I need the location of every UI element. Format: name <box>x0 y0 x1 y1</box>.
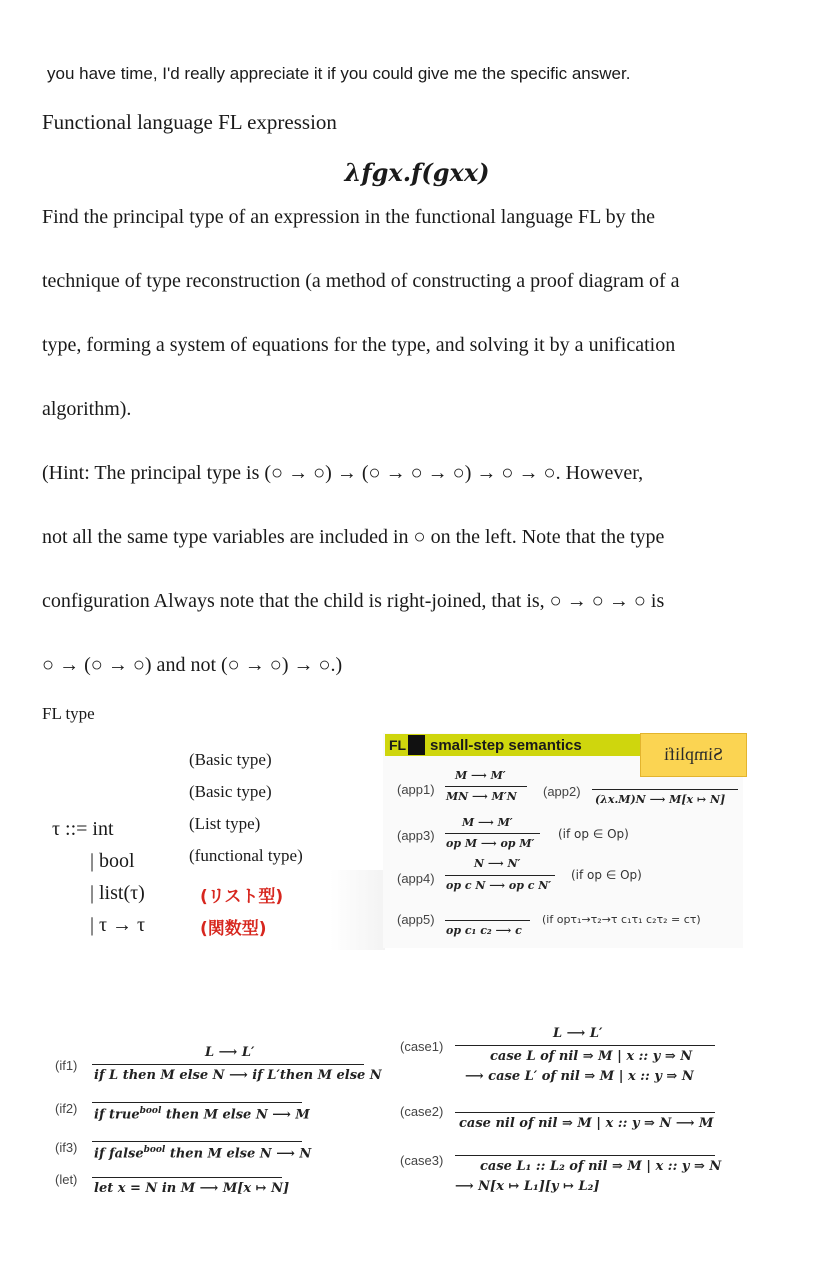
grammar-row: | list(τ) <box>90 882 145 904</box>
grammar-note: (List type) <box>189 814 261 833</box>
conclusion-post: then M else N ⟶ N <box>165 1146 312 1162</box>
grammar-note-jp: (関数型) <box>200 919 267 939</box>
rule-label-if3: (if3) <box>55 1140 78 1155</box>
rule-line <box>445 833 540 834</box>
rule-side-condition: (if op ∈ Op) <box>558 827 629 841</box>
semantics-title: small-step semantics <box>430 737 582 754</box>
image-edge-shadow <box>330 870 385 950</box>
hint-line: (Hint: The principal type is (○ → ○) → (○ → ○ → ○) → ○ → ○. However, <box>42 462 644 484</box>
fl-type-label: FL type <box>42 704 95 723</box>
rule-line <box>592 789 738 790</box>
section-heading: Functional language FL expression <box>42 110 337 134</box>
rule-conclusion: ⟶ N[x ↦ L₁][y ↦ L₂] <box>455 1179 600 1194</box>
grammar-row: | bool <box>90 850 135 872</box>
rule-conclusion <box>94 1106 310 1122</box>
rule-label-let: (let) <box>55 1172 78 1187</box>
grammar-note-jp: (リスト型) <box>200 887 284 907</box>
expression-formula: λfgx.f(gxx) <box>344 158 490 187</box>
conclusion-pre: if true <box>94 1107 140 1123</box>
paragraph-line: algorithm). <box>42 398 132 420</box>
rule-conclusion: op M ⟶ op M′ <box>446 837 535 850</box>
rule-line <box>445 786 527 787</box>
rule-label-app4: (app4) <box>397 871 435 886</box>
paragraph-line: type, forming a system of equations for the type, and solving it by a unification <box>42 334 676 356</box>
rule-line <box>92 1064 364 1065</box>
rule-conclusion: op c₁ c₂ ⟶ c <box>446 924 522 937</box>
rule-label-app3: (app3) <box>397 828 435 843</box>
rule-line <box>455 1112 715 1113</box>
conclusion-post: then M else N ⟶ M <box>161 1107 310 1123</box>
rule-premise: L ⟶ L′ <box>553 1026 603 1041</box>
sticky-note <box>640 733 747 777</box>
paragraph-line: Find the principal type of an expression in the functional language FL by the <box>42 206 655 228</box>
conclusion-pre: if false <box>94 1146 144 1162</box>
rule-label-app5: (app5) <box>397 912 435 927</box>
rule-label-case1: (case1) <box>400 1039 444 1054</box>
superscript: bool <box>139 1106 162 1116</box>
grammar-note: (Basic type) <box>189 782 272 801</box>
rule-label-if1: (if1) <box>55 1058 78 1073</box>
redaction-block <box>408 735 425 755</box>
rule-label-app1: (app1) <box>397 782 435 797</box>
rule-conclusion: case L of nil ⇒ M | x :: y ⇒ N <box>490 1049 693 1064</box>
rule-line <box>92 1102 302 1103</box>
grammar-row: τ ::= int <box>52 818 114 840</box>
rule-premise: M ⟶ M′ <box>462 816 513 829</box>
rule-conclusion: case L₁ :: L₂ of nil ⇒ M | x :: y ⇒ N <box>480 1159 722 1174</box>
hint-line: ○ → (○ → ○) and not (○ → ○) → ○.) <box>42 654 343 676</box>
rule-label-case3: (case3) <box>400 1153 444 1168</box>
rule-side-condition: (if op ∈ Op) <box>571 868 642 882</box>
rule-side-condition: (if opτ₁→τ₂→τ c₁τ₁ c₂τ₂ = cτ) <box>542 913 701 926</box>
rule-label-app2: (app2) <box>543 784 581 799</box>
intro-text: you have time, I'd really appreciate it if you could give me the specific answer. <box>47 64 631 83</box>
hint-line: configuration Always note that the child is right-joined, that is, ○ → ○ → ○ is <box>42 590 665 612</box>
rule-conclusion: let x = N in M ⟶ M[x ↦ N] <box>94 1181 290 1196</box>
rule-conclusion: if L then M else N ⟶ if L′then M else N <box>94 1068 382 1083</box>
rule-conclusion: MN ⟶ M′N <box>446 790 517 803</box>
rule-label-if2: (if2) <box>55 1101 78 1116</box>
rule-conclusion: op c N ⟶ op c N′ <box>446 879 552 892</box>
rule-conclusion <box>94 1145 311 1161</box>
rule-premise: M ⟶ M′ <box>455 769 506 782</box>
rule-conclusion: (λx.M)N ⟶ M[x ↦ N] <box>595 793 726 806</box>
sticky-note-text: Simplifi <box>664 744 724 764</box>
rule-label-case2: (case2) <box>400 1104 444 1119</box>
superscript: bool <box>143 1145 166 1155</box>
hint-line: not all the same type variables are included in ○ on the left. Note that the type <box>42 526 665 548</box>
rule-line <box>92 1141 302 1142</box>
rule-conclusion: ⟶ case L′ of nil ⇒ M | x :: y ⇒ N <box>465 1069 694 1084</box>
rule-premise: L ⟶ L′ <box>205 1045 255 1060</box>
rule-conclusion: case nil of nil ⇒ M | x :: y ⇒ N ⟶ M <box>459 1116 714 1131</box>
paragraph-line: technique of type reconstruction (a method of constructing a proof diagram of a <box>42 270 680 292</box>
rule-line <box>455 1155 715 1156</box>
rule-line <box>445 920 530 921</box>
grammar-note: (functional type) <box>189 846 303 865</box>
rule-line <box>455 1045 715 1046</box>
rule-line <box>92 1177 282 1178</box>
rule-premise: N ⟶ N′ <box>474 857 521 870</box>
semantics-fl-label: FL <box>389 737 407 753</box>
rule-line <box>445 875 555 876</box>
grammar-note: (Basic type) <box>189 750 272 769</box>
grammar-row: | τ → τ <box>90 914 146 936</box>
